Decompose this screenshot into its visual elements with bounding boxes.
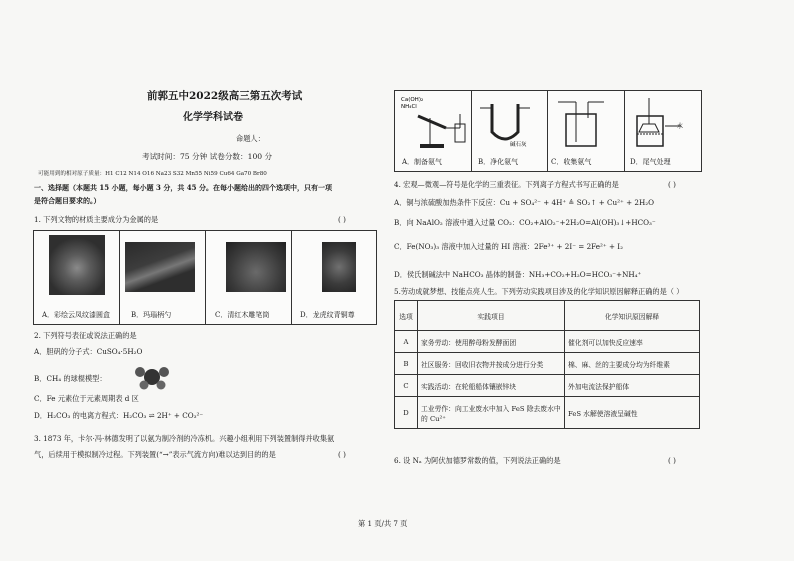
q2-option-d: D．H₂CO₃ 的电离方程式：H₂CO₃ ⇌ 2H⁺ + CO₃²⁻	[34, 411, 204, 420]
q3-fig-b-label: 碱石灰	[510, 142, 527, 148]
exam-info: 考试时间：75 分钟 试卷分数：100 分	[142, 152, 273, 161]
q1-option-d: D．龙虎纹青铜尊	[300, 311, 355, 319]
q3-fig-a-label-bottom: NH₄Cl	[401, 104, 417, 110]
q1-option-a: A．彩绘云凤纹漆圆盒	[42, 311, 111, 319]
q5-header-option: 选项	[395, 301, 418, 331]
ch4-ball-stick-model	[130, 364, 174, 390]
q1-image-d	[322, 242, 356, 292]
q1-option-b: B．玛瑙柄勺	[131, 311, 172, 319]
q3-figure-c	[548, 94, 618, 150]
q5-row-d-explanation: FeS 水解使溶液呈碱性	[565, 397, 700, 429]
q4-stem: 4. 宏观—微观—符号是化学的三重表征。下列离子方程式书写正确的是	[394, 180, 619, 189]
page-number: 第 1 页/共 7 页	[358, 519, 408, 528]
q3-bracket: ( )	[338, 450, 346, 459]
q5-row-b-explanation: 棉、麻、丝的主要成分均为纤维素	[565, 353, 700, 375]
q2-option-b: B．CH₄ 的球棍模型：	[34, 374, 107, 383]
q5-header-explanation: 化学知识原因解释	[565, 301, 700, 331]
q2-stem: 2. 下列符号表征或说法正确的是	[34, 331, 137, 340]
exam-subtitle: 化学学科试卷	[183, 112, 243, 123]
q3-option-c: C．收集氨气	[551, 158, 592, 166]
q3-option-b: B．净化氨气	[478, 158, 519, 166]
q5-table	[394, 300, 700, 429]
q2-option-a: A．胆矾的分子式：CuSO₄·5H₂O	[34, 347, 143, 356]
atomic-masses: 可能用到的相对原子质量：H1 C12 N14 O16 Na23 S32 Mn55 Ni59 Cu64 Ga70 Br80	[38, 171, 267, 177]
q1-option-c: C．清红木雕笔筒	[215, 311, 270, 319]
q4-option-d: D．侯氏制碱法中 NaHCO₃ 晶体的制备：NH₃+CO₂+H₂O=HCO₃⁻+NH₄⁺	[394, 270, 642, 279]
q5-row-b-option: B	[395, 353, 418, 375]
q3-figure-b	[472, 94, 538, 150]
q5-header-row	[395, 301, 700, 331]
section-title: 一、选择题（本题共 15 小题，每小题 3 分，共 45 分。在每小题给出的四个选项中，只有一项	[34, 183, 332, 192]
q5-header-project: 实践项目	[418, 301, 565, 331]
q1-bracket: ( )	[338, 215, 346, 224]
q3-line2: 气，后续用于模拟制冷过程。下列装置(“→”表示气流方向)难以达到目的的是	[34, 450, 276, 459]
q1-stem: 1. 下列文物的材质主要成分为金属的是	[34, 215, 159, 224]
table-row	[395, 397, 700, 429]
q6-bracket: ( )	[668, 456, 676, 465]
q3-fig-d-label: 水	[677, 123, 684, 130]
section-title-2: 是符合题目要求的。）	[34, 196, 101, 205]
q5-stem: 5.劳动成就梦想、技能点亮人生。下列劳动实践项目涉及的化学知识原因解释正确的是（ ）	[394, 287, 684, 296]
table-row	[395, 331, 700, 353]
q1-image-c	[226, 242, 286, 292]
q5-row-a-option: A	[395, 331, 418, 353]
q3-option-a: A．制备氨气	[402, 158, 443, 166]
q4-option-b: B．向 NaAlO₂ 溶液中通入过量 CO₂：CO₂+AlO₂⁻+2H₂O=Al(OH)₃↓+HCO₃⁻	[394, 218, 656, 227]
q5-row-a-explanation: 催化剂可以加快反应速率	[565, 331, 700, 353]
q3-line1: 3. 1873 年，卡尔·冯·林德发明了以氨为制冷剂的冷冻机。兴趣小组利用下列装置制得并收集氨	[34, 434, 335, 443]
q3-option-d: D．尾气处理	[630, 158, 671, 166]
q5-row-c-option: C	[395, 375, 418, 397]
q1-image-b	[125, 242, 195, 292]
exam-title: 前郭五中2022级高三第五次考试	[147, 90, 303, 102]
q4-bracket: ( )	[668, 180, 676, 189]
author-label: 命题人：	[236, 134, 265, 143]
q4-option-c: C．Fe(NO₃)₃ 溶液中加入过量的 HI 溶液：2Fe³⁺ + 2I⁻ = 2Fe²⁺ + I₂	[394, 242, 624, 251]
q1-image-a	[49, 235, 105, 295]
q5-row-c-explanation: 外加电流法保护船体	[565, 375, 700, 397]
q6-stem: 6. 设 Nₐ 为阿伏加德罗常数的值，下列说法正确的是	[394, 456, 561, 465]
q5-row-a-project: 家务劳动：使用醉母粉发酵面团	[418, 331, 565, 353]
q5-row-c-project: 实践活动：在轮船船体镶嵌锌块	[418, 375, 565, 397]
q5-row-b-project: 社区服务：回收旧衣物并按成分进行分类	[418, 353, 565, 375]
q3-fig-a-label-top: Ca(OH)₂	[401, 97, 424, 103]
q3-figure-a	[400, 94, 466, 150]
table-row	[395, 375, 700, 397]
q4-option-a: A．铜与浓硫酸加热条件下反应：Cu + SO₄²⁻ + 4H⁺ ≜ SO₂↑ + Cu²⁺ + 2H₂O	[394, 198, 655, 207]
q3-figure-d	[625, 94, 697, 150]
table-row	[395, 353, 700, 375]
q5-row-d-option: D	[395, 397, 418, 429]
q2-option-c: C．Fe 元素位于元素周期表 d 区	[34, 394, 139, 403]
q5-row-d-project: 工业劳作：向工业废水中加入 FeS 除去废水中的 Cu²⁺	[418, 397, 565, 429]
